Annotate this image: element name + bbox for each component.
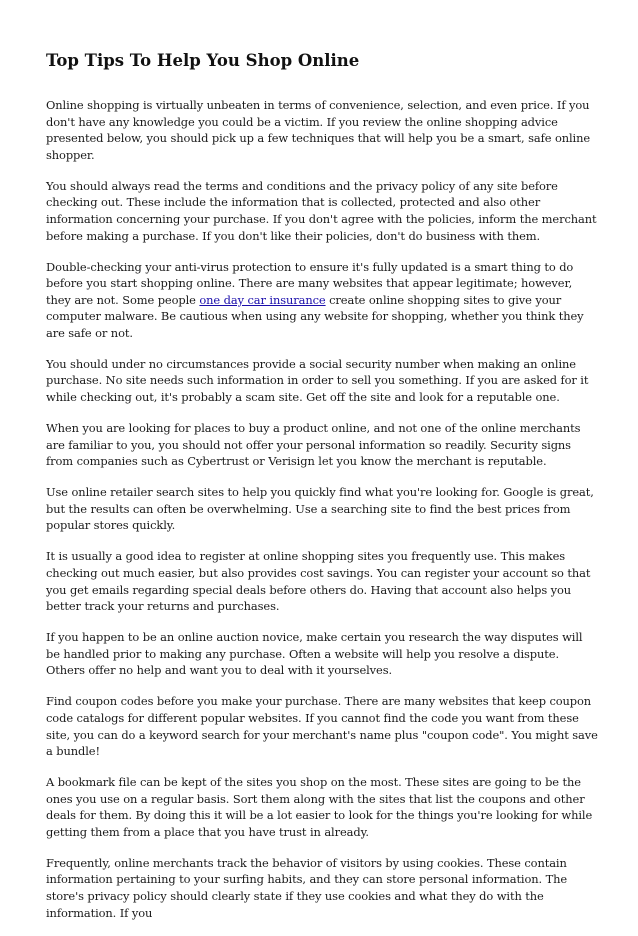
paragraph-social-security: You should under no circumstances provide a social security number when making an online purchase. No site needs such information in order to sell you something. If you are asked for it while checking out, it's probably a scam site. Get off the site and look for a reputable one. bbox=[46, 356, 589, 405]
paragraph-cookies: Frequently, online merchants track the behavior of visitors by using cookies. These contain information pertaining to your surfing habits, and they can store personal information. The store's privacy policy should clearly state if they use cookies and what they do with the information. If you bbox=[46, 855, 568, 920]
paragraph-register: It is usually a good idea to register at online shopping sites you frequently use. This makes checking out much easier, but also provides cost savings. You can register your account so that you get emails regarding special deals before others do. Having that account also helps you better track your returns and purchases. bbox=[46, 549, 591, 614]
page-title: Top Tips To Help You Shop Online bbox=[46, 51, 360, 70]
paragraph-antivirus bbox=[46, 259, 599, 342]
paragraph-bookmarks: A bookmark file can be kept of the sites you shop on the most. These sites are going to be the ones you use on a regular basis. Sort them along with the sites that list the coupons and other deals for them. By doing this it will be a lot easier to look for the things you're looking for while getting them from a place that you have trust in already. bbox=[46, 775, 593, 839]
paragraph-terms-privacy: You should always read the terms and conditions and the privacy policy of any site before checking out. These include the information that is collected, protected and also other information concerning your purchase. If you don't agree with the policies, inform the merchant before making a purchase. If you don't like their policies, don't do business with them. bbox=[46, 178, 597, 243]
paragraph-unfamiliar-merchants: When you are looking for places to buy a product online, and not one of the online merchants are familiar to you, you should not offer your personal information so readily. Security signs from companies such as Cybertrust or Verisign let you know the merchant is reputable. bbox=[46, 421, 581, 469]
paragraph-coupon-codes: Find coupon codes before you make your purchase. There are many websites that keep coupon code catalogs for different popular websites. If you cannot find the code you want from these site, you can do a keyword search for your merchant's name plus "coupon code". You might save a bundle! bbox=[46, 694, 598, 759]
paragraph-antivirus-text-after: create online shopping sites to give your computer malware. Be cautious when using any website for shopping, whether you think they are safe or not. bbox=[46, 292, 584, 340]
paragraph-intro: Online shopping is virtually unbeaten in terms of convenience, selection, and even price. If you don't have any knowledge you could be a victim. If you review the online shopping advice presented below, you should pick up a few techniques that will help you be a smart, safe online shopper. bbox=[46, 98, 591, 162]
insurance-link[interactable]: one day car insurance bbox=[199, 292, 326, 307]
paragraph-search-sites: Use online retailer search sites to help you quickly find what you're looking for. Google is great, but the results can often be overwhelming. Use a searching site to find the best prices from popular stores quickly. bbox=[46, 485, 594, 533]
document-page bbox=[46, 50, 599, 936]
paragraph-auction: If you happen to be an online auction novice, make certain you research the way disputes will be handled prior to making any purchase. Often a website will help you resolve a dispute. Others offer no help and want you to deal with it yourselves. bbox=[46, 630, 583, 678]
paragraph-antivirus-text-before: Double-checking your anti-virus protection to ensure it's fully updated is a smart thing to do before you start shopping online. There are many websites that appear legitimate; however, they are not. Some people bbox=[46, 259, 574, 307]
